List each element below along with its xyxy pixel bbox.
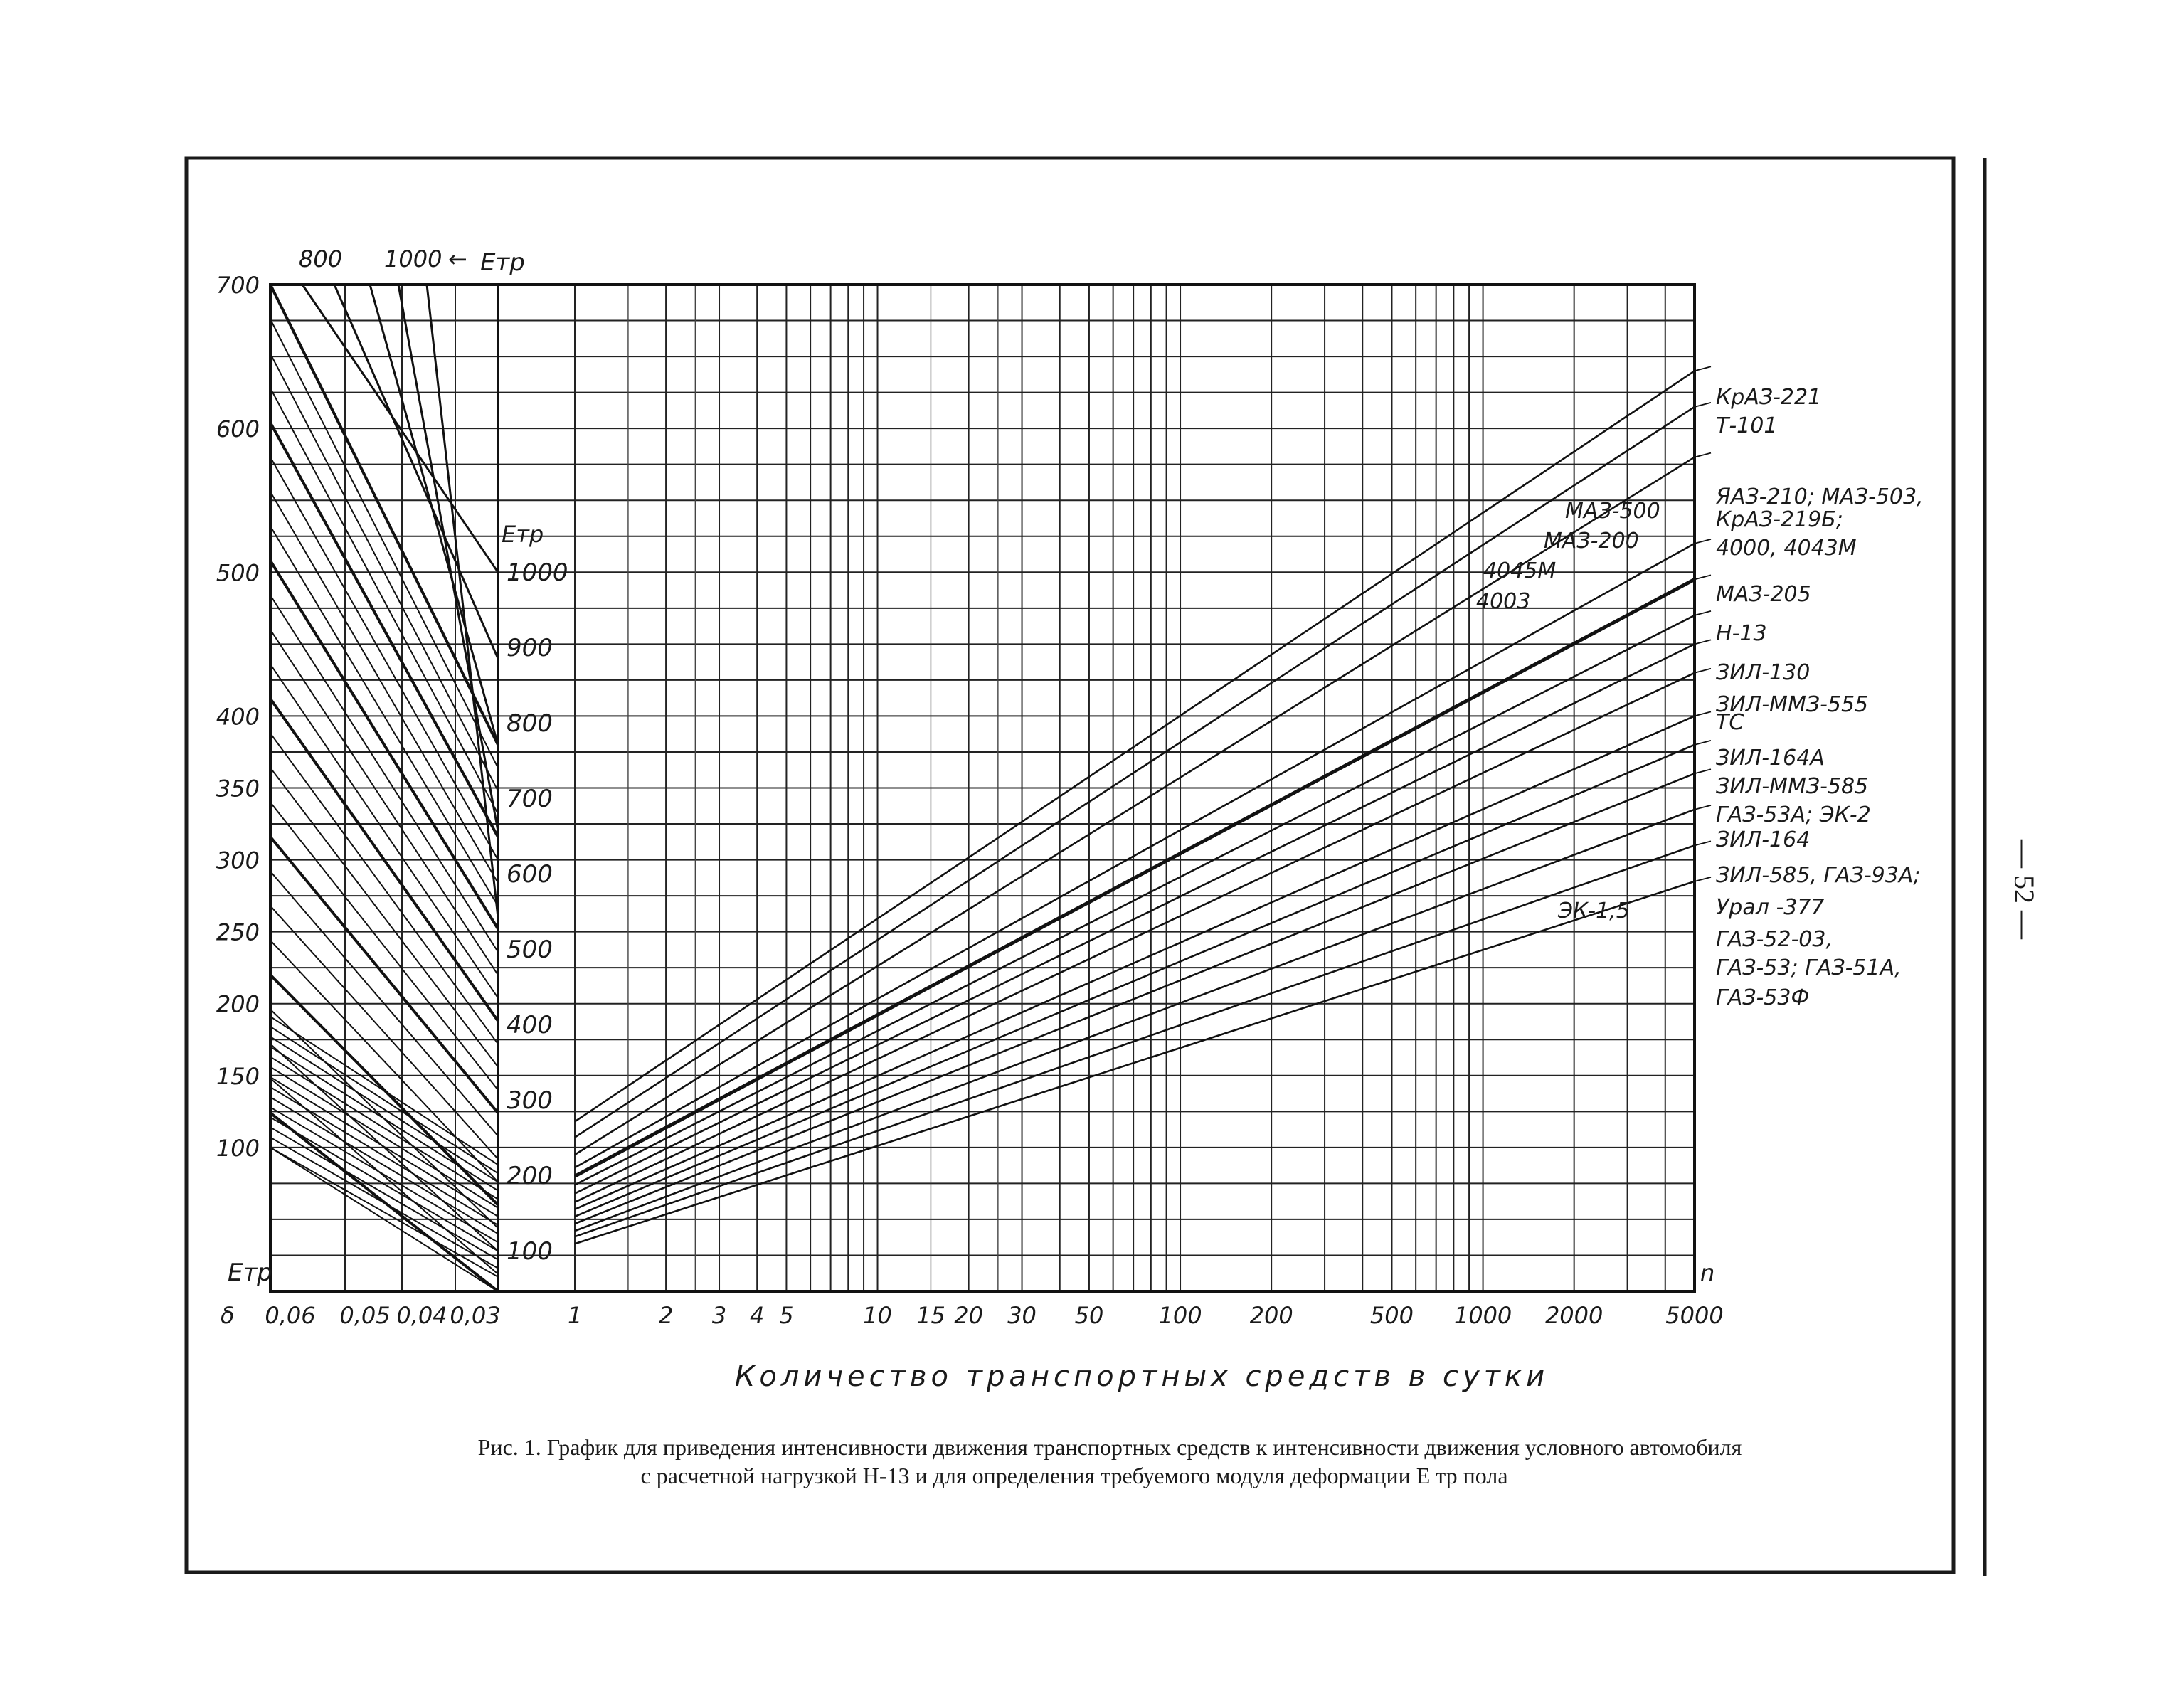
series-label: Т-101 [1716,413,1778,438]
left-fan-line [270,1097,498,1234]
right-scale-tick: 600 [507,860,553,889]
y-axis-symbol: Eтр [228,1259,272,1287]
series-line-10 [575,745,1695,1217]
delta-tick-label: 0,04 [396,1302,447,1329]
left-fan-line [270,734,498,1044]
label-leader [1695,453,1711,457]
right-scale-tick: 900 [507,634,553,662]
x-tick-label: 1 [567,1302,583,1329]
x-tick-label: 50 [1074,1302,1104,1329]
label-leader [1695,575,1711,579]
series-label: ТС [1716,710,1744,735]
series-label: КрАЗ-221 [1716,385,1822,410]
series-line-6 [575,615,1695,1185]
label-leader [1695,877,1711,881]
x-tick-label: 5000 [1665,1302,1724,1329]
line-annotation: МАЗ-200 [1544,529,1639,554]
series-line-9 [575,716,1695,1209]
series-label: ЗИЛ-164А [1716,746,1825,770]
label-leader [1695,366,1711,371]
x-tick-label: 500 [1369,1302,1414,1329]
x-tick-label: 200 [1249,1302,1293,1329]
right-scale-tick: 400 [507,1011,553,1039]
left-fan-line [270,1087,498,1225]
series-line-14 [575,881,1695,1244]
y-tick-label: 500 [216,559,260,587]
series-label: ГАЗ-52-03, [1716,927,1833,952]
right-scale-title: Eтр [502,521,544,548]
caption-line-1: Рис. 1. График для приведения интенсивности движения транспортных средств к интенсивности движения условного автомобиля [477,1434,1742,1460]
series-label: ЗИЛ-ММЗ-585 [1716,774,1869,799]
series-label: ЗИЛ-130 [1716,660,1811,685]
right-scale-tick: 300 [507,1086,553,1115]
right-scale-tick: 100 [507,1237,553,1266]
label-leader [1695,640,1711,644]
label-leader [1695,403,1711,407]
line-annotation: ЭК-1,5 [1558,899,1630,923]
series-label: ЗИЛ-585, ГАЗ-93А; [1716,863,1921,888]
series-label: ГАЗ-53; ГАЗ-51А, [1716,955,1902,980]
x-tick-label: 20 [954,1302,983,1329]
top-label-etr: Eтр [480,248,525,277]
top-label-800: 800 [299,245,343,272]
left-fan-line [270,906,498,1159]
x-tick-label: 2 [658,1302,674,1329]
right-scale-tick: 1000 [507,558,568,587]
left-fan-line [270,1138,498,1269]
label-leader [1695,539,1711,544]
delta-tick-label: 0,06 [265,1302,316,1329]
series-label: МАЗ-205 [1716,582,1811,607]
left-fan-line [270,768,498,1066]
x-tick-label: 30 [1007,1302,1037,1329]
y-tick-label: 250 [216,918,260,946]
series-line-13 [575,845,1695,1236]
series-label: 4000, 4043М [1716,536,1857,561]
x-tick-label: 5 [779,1302,794,1329]
left-fan-line [270,285,498,745]
line-annotation: 4045М [1483,558,1557,583]
left-fan-line [270,1027,498,1173]
left-fan-line [270,1037,498,1182]
label-leader [1695,769,1711,773]
label-leader [1695,805,1711,810]
series-line-4 [575,544,1695,1167]
series-label: ЯАЗ-210; МАЗ-503, [1716,484,1924,509]
right-scale-tick: 500 [507,936,553,964]
left-fan-line [270,388,498,814]
y-tick-label: 150 [216,1062,260,1090]
y-tick-label: 350 [216,775,260,803]
caption-line-2: с расчетной нагрузкой Н-13 и для определения требуемого модуля деформации E тр пола [640,1463,1508,1488]
right-scale-tick: 800 [507,709,553,738]
series-label: ЗИЛ-ММЗ-555 [1716,692,1869,717]
line-annotation: МАЗ-500 [1565,499,1660,524]
y-tick-label: 400 [216,703,260,731]
x-tick-label: 2000 [1544,1302,1603,1329]
delta-axis-symbol: δ [221,1302,235,1329]
series-label: ЗИЛ-164 [1716,827,1811,852]
y-tick-label: 200 [216,990,260,1018]
page-number: — 52 — [2008,840,2040,939]
series-lines [575,371,1695,1244]
delta-tick-label: 0,05 [339,1302,391,1329]
x-axis-title: Количество транспортных средств в сутки [734,1360,1549,1393]
series-label: Урал -377 [1716,895,1825,920]
left-fan-line [270,664,498,998]
left-fan-line [270,630,498,975]
x-tick-label: 4 [750,1302,765,1329]
y-tick-label: 700 [216,272,260,299]
series-label: ГАЗ-53Ф [1716,985,1810,1010]
top-arrow: ← [448,245,467,272]
series-label: КрАЗ-219Б; [1716,507,1843,532]
delta-tick-label: 0,03 [450,1302,501,1329]
x-tick-label: 3 [711,1302,727,1329]
y-tick-label: 300 [216,847,260,874]
label-leader [1695,611,1711,615]
series-labels [1476,366,1924,1010]
y-tick-label: 600 [216,415,260,443]
x-axis-symbol: n [1700,1259,1715,1286]
x-tick-label: 10 [863,1302,892,1329]
line-annotation: 4003 [1476,589,1531,614]
series-line-2 [575,407,1695,1138]
series-line-11 [575,773,1695,1224]
series-label: ГАЗ-53А; ЭК-2 [1716,803,1871,827]
left-steep-line [334,285,498,659]
left-fan-line [270,803,498,1090]
series-line-1 [575,371,1695,1121]
x-tick-label: 1000 [1453,1302,1512,1329]
x-tick-label: 100 [1158,1302,1202,1329]
series-line-12 [575,810,1695,1231]
left-fan-line [270,1017,498,1165]
label-leader [1695,711,1711,716]
x-tick-label: 15 [916,1302,945,1329]
y-tick-label: 100 [216,1134,260,1162]
label-leader [1695,741,1711,745]
label-leader [1695,669,1711,673]
series-label: Н-13 [1716,621,1767,646]
top-label-1000: 1000 [384,245,442,272]
series-line-5 [575,579,1695,1176]
right-scale-tick: 200 [507,1162,553,1190]
left-fan-line [270,319,498,768]
label-leader [1695,841,1711,845]
left-fan-line [270,1148,498,1277]
right-scale-tick: 700 [507,785,553,813]
